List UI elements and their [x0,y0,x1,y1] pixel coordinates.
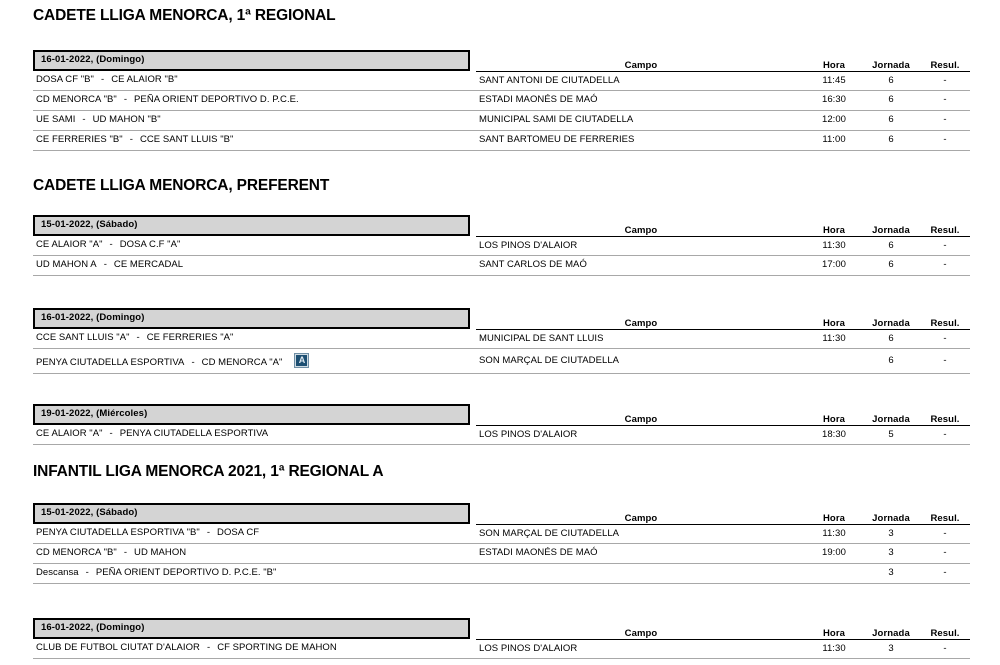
table-row[interactable] [33,71,970,91]
match-separator: - [206,527,211,539]
cell-hora [806,564,862,584]
away-team: CF SPORTING DE MAHON [217,642,337,654]
cell-jornada: 6 [862,329,920,349]
away-team: CE MERCADAL [113,259,184,271]
column-header-campo: Campo [476,215,806,236]
cell-resul: - [920,524,970,544]
column-header-jornada: Jornada [862,404,920,425]
away-team: CD MENORCA "A" [201,357,283,369]
cell-resul: - [920,544,970,564]
column-header-hora: Hora [806,50,862,71]
column-header-jornada: Jornada [862,618,920,639]
cell-jornada: 6 [862,131,920,151]
table-header-row [33,404,970,425]
section-title: INFANTIL LIGA MENORCA 2021, 1ª REGIONAL A [33,463,384,480]
match-cell [33,131,476,151]
cell-campo: SANT CARLOS DE MAÓ [476,256,806,276]
column-header-campo: Campo [476,50,806,71]
column-header-hora: Hora [806,215,862,236]
column-header-jornada: Jornada [862,215,920,236]
cell-resul: - [920,639,970,659]
cell-campo: ESTADI MAONÉS DE MAÓ [476,91,806,111]
cell-jornada: 3 [862,544,920,564]
column-header-resul: Resul. [920,404,970,425]
column-header-hora: Hora [806,618,862,639]
fixture-table [33,503,970,584]
cell-hora [806,349,862,374]
match-separator: - [100,74,105,86]
fixture-table [33,618,970,659]
match-cell [33,236,476,256]
cell-hora: 18:30 [806,425,862,445]
column-header-jornada: Jornada [862,308,920,329]
cell-hora: 11:00 [806,131,862,151]
match-separator: - [85,567,89,579]
cell-campo: LOS PINOS D'ALAIOR [476,639,806,659]
table-header-row [33,215,970,236]
cell-resul: - [920,236,970,256]
away-team: CCE SANT LLUIS "B" [139,134,234,146]
home-team: CE FERRERIES "B" [36,134,123,146]
table-row[interactable] [33,564,970,584]
table-row[interactable] [33,425,970,445]
cell-campo: MUNICIPAL SAMI DE CIUTADELLA [476,111,806,131]
away-team: DOSA CF [217,527,260,539]
cell-hora: 16:30 [806,91,862,111]
home-team: UE SAMI [36,114,76,126]
table-header-row [33,618,970,639]
match-separator: - [123,547,128,559]
table-row[interactable] [33,544,970,564]
cell-jornada: 6 [862,111,920,131]
cell-campo: ESTADI MAONÉS DE MAÓ [476,544,806,564]
cell-resul: - [920,111,970,131]
table-row[interactable] [33,329,970,349]
section-title: CADETE LLIGA MENORCA, 1ª REGIONAL [33,7,336,24]
away-team: CE FERRERIES "A" [146,332,234,344]
home-team: PENYA CIUTADELLA ESPORTIVA [36,357,185,369]
cell-campo: SANT BARTOMEU DE FERRERIES [476,131,806,151]
cell-jornada: 3 [862,564,920,584]
date-header: 19-01-2022, (Miércoles) [33,404,470,425]
date-header: 16-01-2022, (Domingo) [33,308,470,329]
cell-resul: - [920,71,970,91]
cell-jornada: 5 [862,425,920,445]
cell-hora: 11:30 [806,639,862,659]
cell-resul: - [920,349,970,374]
cell-jornada: 6 [862,256,920,276]
match-separator: - [136,332,140,344]
home-team: CE ALAIOR "A" [36,428,103,440]
cell-campo [476,564,806,584]
cell-resul: - [920,425,970,445]
cell-hora: 11:30 [806,236,862,256]
table-header-row [33,50,970,71]
table-header-row [33,503,970,524]
cell-jornada: 6 [862,236,920,256]
home-team: CCE SANT LLUIS "A" [36,332,130,344]
match-cell [33,425,476,445]
cell-resul: - [920,256,970,276]
fixture-table [33,215,970,276]
cell-jornada: 6 [862,91,920,111]
section-title: CADETE LLIGA MENORCA, PREFERENT [33,177,330,194]
match-cell [33,544,476,564]
column-header-campo: Campo [476,503,806,524]
column-header-resul: Resul. [920,618,970,639]
home-team: CLUB DE FUTBOL CIUTAT D'ALAIOR [36,642,200,654]
match-separator: - [123,94,128,106]
match-cell [33,91,476,111]
match-separator: - [191,357,195,369]
column-header-hora: Hora [806,404,862,425]
column-header-campo: Campo [476,618,806,639]
match-cell [33,329,476,349]
cell-resul: - [920,564,970,584]
match-separator: - [206,642,211,654]
match-cell [33,564,476,584]
away-team: PEÑA ORIENT DEPORTIVO D. P.C.E. "B" [95,567,277,579]
table-header-row [33,308,970,329]
cell-resul: - [920,91,970,111]
column-header-jornada: Jornada [862,503,920,524]
home-team: PENYA CIUTADELLA ESPORTIVA "B" [36,527,200,539]
match-cell [33,524,476,544]
cell-campo: SANT ANTONI DE CIUTADELLA [476,71,806,91]
cell-hora: 11:30 [806,329,862,349]
cell-jornada: 6 [862,349,920,374]
away-team: UD MAHON [134,547,187,559]
cell-campo: LOS PINOS D'ALAIOR [476,236,806,256]
cell-campo: SON MARÇAL DE CIUTADELLA [476,524,806,544]
match-separator: - [109,239,113,251]
cell-resul: - [920,131,970,151]
column-header-campo: Campo [476,308,806,329]
table-row[interactable] [33,639,970,659]
away-team: PENYA CIUTADELLA ESPORTIVA [119,428,269,440]
column-header-hora: Hora [806,503,862,524]
cell-hora: 12:00 [806,111,862,131]
cell-jornada: 6 [862,71,920,91]
column-header-resul: Resul. [920,503,970,524]
match-separator: - [129,134,133,146]
cell-campo: SON MARÇAL DE CIUTADELLA [476,349,806,374]
home-team: CE ALAIOR "A" [36,239,103,251]
column-header-jornada: Jornada [862,50,920,71]
match-cell [33,639,476,659]
column-header-campo: Campo [476,404,806,425]
table-row[interactable] [33,131,970,151]
home-team: DOSA CF "B" [36,74,94,86]
table-row[interactable] [33,524,970,544]
cell-hora: 11:30 [806,524,862,544]
column-header-resul: Resul. [920,50,970,71]
date-header: 16-01-2022, (Domingo) [33,618,470,639]
match-cell [33,71,476,91]
cell-hora: 19:00 [806,544,862,564]
home-team: Descansa [36,567,79,579]
fixture-table [33,50,970,151]
match-note-icon[interactable] [294,353,309,368]
away-team: DOSA C.F "A" [119,239,181,251]
match-separator: - [82,114,86,126]
fixture-table [33,404,970,445]
home-team: CD MENORCA "B" [36,547,117,559]
fixture-table [33,308,970,374]
cell-campo: MUNICIPAL DE SANT LLUIS [476,329,806,349]
cell-hora: 17:00 [806,256,862,276]
cell-hora: 11:45 [806,71,862,91]
cell-jornada: 3 [862,524,920,544]
date-header: 15-01-2022, (Sábado) [33,215,470,236]
away-team: CE ALAIOR "B" [111,74,178,86]
table-row[interactable] [33,349,970,374]
home-team: UD MAHON A [36,259,97,271]
match-cell [33,111,476,131]
date-header: 16-01-2022, (Domingo) [33,50,470,71]
home-team: CD MENORCA "B" [36,94,117,106]
cell-campo: LOS PINOS D'ALAIOR [476,425,806,445]
table-row[interactable] [33,91,970,111]
match-cell [33,349,476,374]
cell-resul: - [920,329,970,349]
column-header-hora: Hora [806,308,862,329]
away-team: UD MAHON "B" [92,114,161,126]
column-header-resul: Resul. [920,215,970,236]
match-cell [33,256,476,276]
away-team: PEÑA ORIENT DEPORTIVO D. P.C.E. [134,94,299,106]
match-separator: - [103,259,107,271]
date-header: 15-01-2022, (Sábado) [33,503,470,524]
table-row[interactable] [33,236,970,256]
column-header-resul: Resul. [920,308,970,329]
match-separator: - [109,428,113,440]
table-row[interactable] [33,111,970,131]
table-row[interactable] [33,256,970,276]
cell-jornada: 3 [862,639,920,659]
